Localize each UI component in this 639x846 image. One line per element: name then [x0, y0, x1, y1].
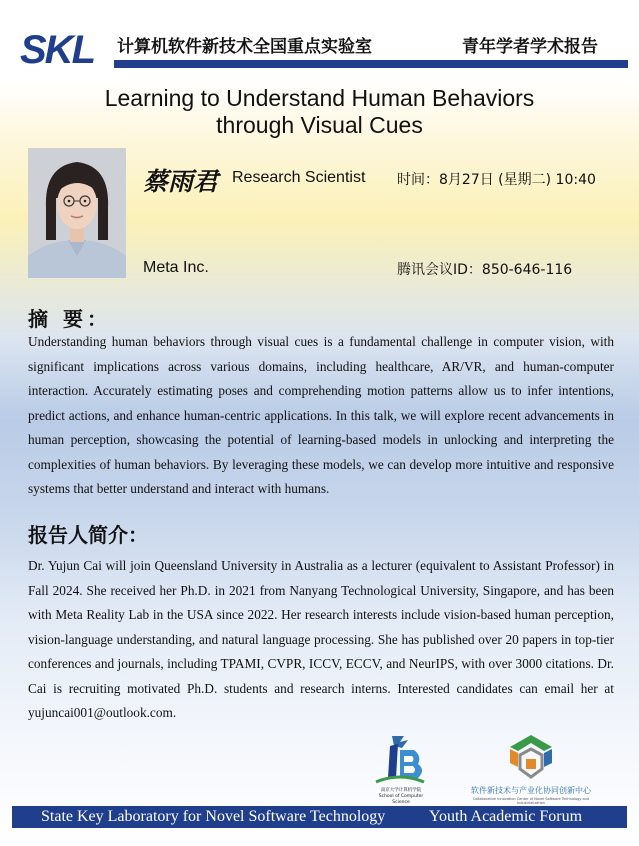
- talk-title: [0, 85, 639, 139]
- skl-logo: SKL: [20, 28, 94, 72]
- speaker-affiliation: Meta Inc.: [143, 259, 209, 276]
- speaker-photo: [28, 148, 126, 278]
- header: [0, 0, 639, 74]
- speaker-role: Research Scientist: [232, 169, 366, 186]
- footer-lab-name: State Key Laboratory for Novel Software Technology: [41, 808, 386, 825]
- talk-title-line2: through Visual Cues: [216, 112, 423, 138]
- innovation-center-name-cn: 软件新技术与产业化协同创新中心: [471, 786, 591, 795]
- speaker-name: 蔡雨君: [143, 167, 219, 196]
- header-rule: [114, 60, 628, 68]
- nju-cs-logo-icon: [370, 732, 430, 790]
- talk-time: 时间：8月27日 (星期二) 10:40: [397, 172, 596, 188]
- forum-name-cn: 青年学者学术报告: [462, 37, 598, 57]
- portrait-image: [28, 148, 126, 278]
- bio-body: Dr. Yujun Cai will join Queensland University in Australia as a lecturer (equivalent to Assistant Professor) in Fall 2024. She received her Ph.D. in 2021 from Nanyang Technological University, Singapore, and has been with Meta Reality Lab in the USA since 2022. Her research interests include vision-based human perception, vision-language understanding, and natural language processing. She has published over 20 papers in top-tier conferences and journals, including TPAMI, CVPR, ICCV, ECCV, and NeurIPS, with over 3000 citations. Dr. Cai is recruiting motivated Ph.D. students and research interns. Interested candidates can email her at yujuncai001@outlook.com.: [28, 558, 614, 720]
- talk-title-line1: Learning to Understand Human Behaviors: [104, 85, 535, 111]
- nju-cs-name-cn: 南京大学计算机学院: [380, 788, 422, 793]
- footer-bar: [12, 806, 627, 828]
- lab-name-cn: 计算机软件新技术全国重点实验室: [117, 37, 372, 57]
- abstract-body: Understanding human behaviors through visual cues is a fundamental challenge in computer vision, with significant implications across various domains, including healthcare, AR/VR, and human-computer interaction. Accurately estimating poses and comprehending motion patterns allow us to infer intentions, predict actions, and enhance human-centric applications. In this talk, we will explore recent advancements in human perception, showcasing the potential of learning-based models in unlocking and interpreting the complexities of human behaviors. By leveraging these models, we can develop more intuitive and responsive systems that better understand and interact with humans.: [28, 334, 614, 496]
- abstract-heading: 摘 要：: [28, 307, 111, 331]
- innovation-center-logo-icon: [506, 733, 556, 781]
- innovation-center-name-en: Collaborative Innovation Center of Novel Software Technology and Industrialization: [472, 797, 590, 805]
- innovation-center-logo: [506, 733, 556, 781]
- meeting-id: 腾讯会议ID：850-646-116: [397, 262, 573, 278]
- footer-forum-name: Youth Academic Forum: [429, 808, 583, 825]
- nju-cs-logo-caption: [372, 788, 430, 806]
- bio-heading: 报告人简介：: [28, 523, 148, 547]
- nju-cs-name-en: School of Computer Science: [378, 794, 424, 805]
